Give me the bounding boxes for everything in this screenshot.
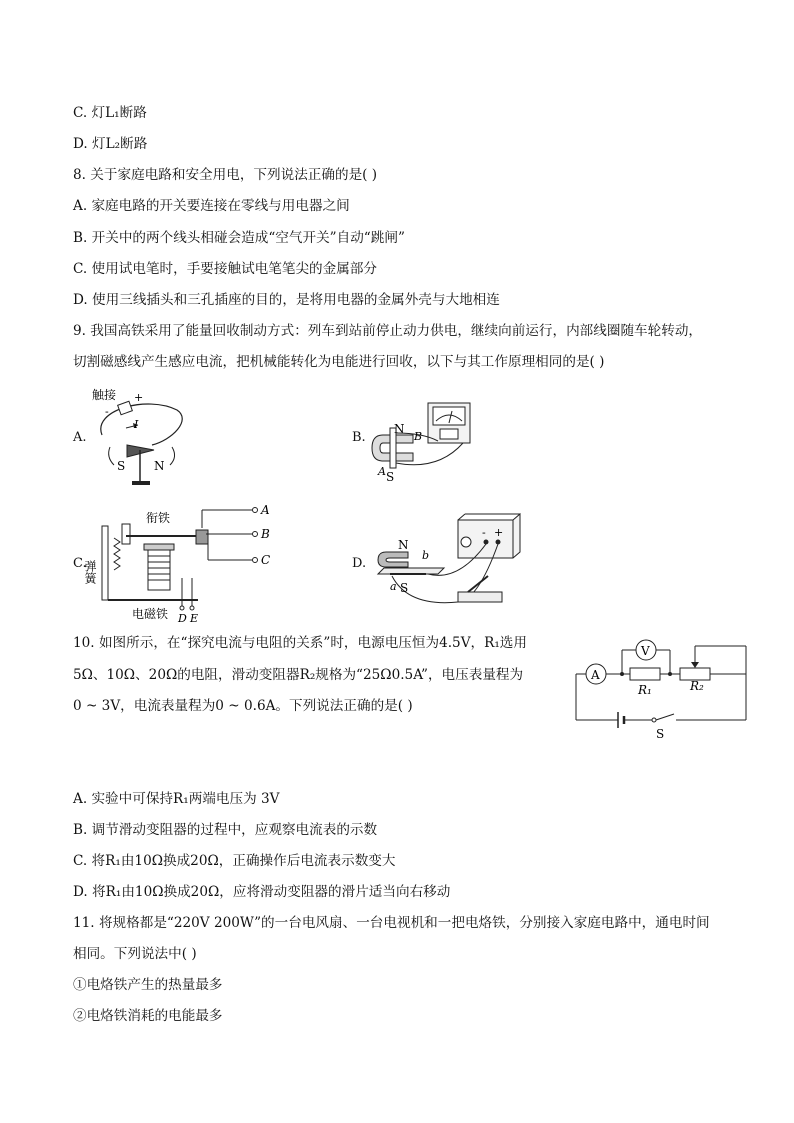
fig-b-s-label: S [386,470,395,484]
fig-b-a-label: A [378,465,386,478]
fig-d-n-label: N [398,538,409,552]
fig-d-minus-label: - [482,526,486,539]
fig-a-current-label: I [134,418,139,431]
option-d-q7: D. 灯L₂断路 [73,136,148,152]
fig-b-b-label: B [414,430,423,443]
fig-c-label: C. [73,556,87,571]
question-9-line2: 切割磁感线产生感应电流，把机械能转化为电能进行回收，以下与其工作原理相同的是( ) [73,354,605,370]
question-11-line2: 相同。下列说法中( ) [73,946,197,962]
option-c-q7: C. 灯L₁断路 [73,105,147,121]
question-10-line1: 10. 如图所示，在“探究电流与电阻的关系”时，电源电压恒为4.5V，R₁选用 [73,635,527,651]
fig-a-n-label: N [154,459,165,473]
question-10-line2: 5Ω、10Ω、20Ω的电阻，滑动变阻器R₂规格为“25Ω0.5A”，电压表量程为 [73,667,524,683]
q11-statement-1: ①电烙铁产生的热量最多 [73,977,223,993]
q8-option-b: B. 开关中的两个线头相碰会造成“空气开关”自动“跳闸” [73,230,405,246]
figure-d-motor [368,512,528,612]
circuit-voltmeter-label: V [641,644,650,658]
q8-option-d: D. 使用三线插头和三孔插座的目的，是将用电器的金属外壳与大地相连 [73,292,500,308]
q10-option-d: D. 将R₁由10Ω换成20Ω，应将滑动变阻器的滑片适当向右移动 [73,884,451,900]
q11-statement-2: ②电烙铁消耗的电能最多 [73,1008,223,1024]
circuit-switch-label: S [656,727,665,741]
fig-d-b-label: b [422,549,430,562]
fig-a-touch-label: 触接 [92,388,117,402]
fig-b-n-label: N [394,422,405,436]
fig-c-b-label: B [261,527,270,541]
figure-c-relay [83,498,288,626]
circuit-r2-label: R₂ [690,679,704,693]
question-9-line1: 9. 我国高铁采用了能量回收制动方式：列车到站前停止动力供电，继续向前运行，内部线圈随车轮转动， [73,323,703,339]
fig-a-s-label: S [117,459,126,473]
q10-option-a: A. 实验中可保持R₁两端电压为 3V [73,791,280,807]
fig-c-d-label: D [178,612,187,625]
circuit-r1-label: R₁ [638,683,652,697]
q8-option-a: A. 家庭电路的开关要连接在零线与用电器之间 [73,198,350,214]
q8-option-c: C. 使用试电笔时，手要接触试电笔笔尖的金属部分 [73,261,378,277]
figure-q10-circuit [570,632,755,740]
fig-d-s-label: S [400,581,409,595]
fig-d-label: D. [352,556,367,571]
fig-c-armature-label: 衔铁 [146,511,171,525]
fig-b-label: B. [352,430,366,445]
circuit-ammeter-label: A [591,668,600,682]
q10-option-c: C. 将R₁由10Ω换成20Ω，正确操作后电流表示数变大 [73,853,396,869]
question-10-line3: 0 ~ 3V，电流表量程为0 ~ 0.6A。下列说法正确的是( ) [73,698,413,714]
fig-d-plus-label: + [494,526,504,539]
fig-a-minus-label: - [105,405,109,418]
fig-c-electromagnet-label: 电磁铁 [132,607,169,621]
figure-b-induction [368,393,478,488]
fig-c-a-label: A [261,503,270,517]
figure-a-oersted [92,385,192,495]
fig-d-a-label: a [390,580,397,593]
fig-a-label: A. [73,430,87,445]
question-8: 8. 关于家庭电路和安全用电，下列说法正确的是( ) [73,167,378,183]
q10-option-b: B. 调节滑动变阻器的过程中，应观察电流表的示数 [73,822,378,838]
fig-c-e-label: E [190,612,199,625]
question-11-line1: 11. 将规格都是“220V 200W”的一台电风扇、一台电视机和一把电烙铁，分别接入家庭电路中，通电时间 [73,915,710,931]
fig-c-spring-label: 弹簧 [83,560,97,584]
fig-c-c-label: C [261,553,271,567]
fig-a-plus-label: + [134,391,144,404]
